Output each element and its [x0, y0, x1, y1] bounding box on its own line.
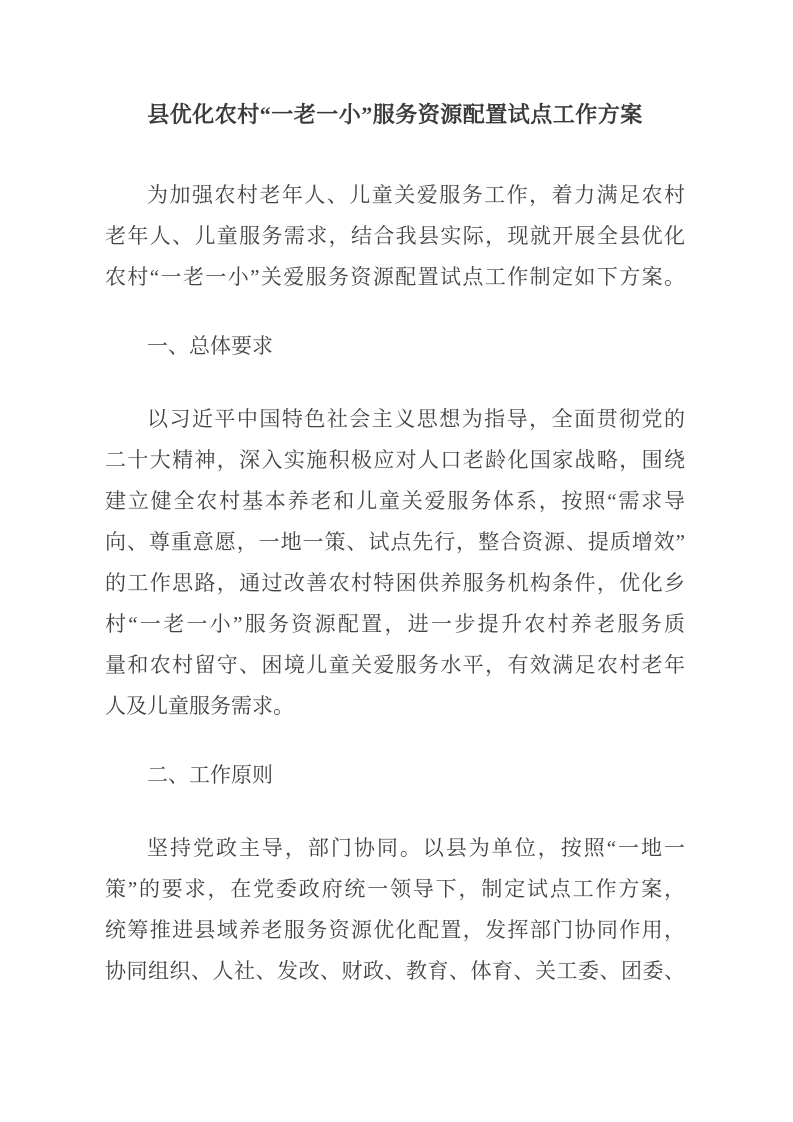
document-body: [105, 175, 685, 992]
paragraph: [105, 175, 685, 298]
paragraph: [105, 828, 685, 992]
text-line: 建立健全农村基本养老和儿童关爱服务体系，按照“需求导: [105, 489, 685, 513]
text-line: 一、总体要求: [147, 334, 273, 358]
text-line: 量和农村留守、困境儿童关爱服务水平，有效满足农村老年: [105, 653, 685, 677]
text-line: 坚持党政主导，部门协同。以县为单位，按照“一地一: [147, 836, 685, 860]
document-title: 县优化农村“一老一小”服务资源配置试点工作方案: [147, 102, 643, 127]
text-line: 统筹推进县域养老服务资源优化配置，发挥部门协同作用，: [105, 918, 685, 942]
text-line: 的工作思路，通过改善农村特困供养服务机构条件，优化乡: [105, 571, 685, 595]
text-line: 人及儿童服务需求。: [105, 694, 294, 718]
paragraph: [105, 399, 685, 727]
text-line: 为加强农村老年人、儿童关爱服务工作，着力满足农村: [147, 183, 685, 207]
text-line: 以习近平中国特色社会主义思想为指导，全面贯彻党的: [147, 407, 685, 431]
text-line: 农村“一老一小”关爱服务资源配置试点工作制定如下方案。: [105, 265, 685, 289]
text-line: 二十大精神，深入实施积极应对人口老龄化国家战略，围绕: [105, 448, 685, 472]
text-line: 协同组织、人社、发改、财政、教育、体育、关工委、团委、: [105, 959, 685, 983]
text-line: 老年人、儿童服务需求，结合我县实际，现就开展全县优化: [105, 224, 685, 248]
text-line: 向、尊重意愿，一地一策、试点先行，整合资源、提质增效”: [105, 530, 685, 554]
text-line: 策”的要求，在党委政府统一领导下，制定试点工作方案，: [105, 877, 685, 901]
text-line: 村“一老一小”服务资源配置，进一步提升农村养老服务质: [105, 612, 685, 636]
section-heading: [105, 326, 685, 367]
section-heading: [105, 755, 685, 796]
text-line: 二、工作原则: [147, 763, 273, 787]
